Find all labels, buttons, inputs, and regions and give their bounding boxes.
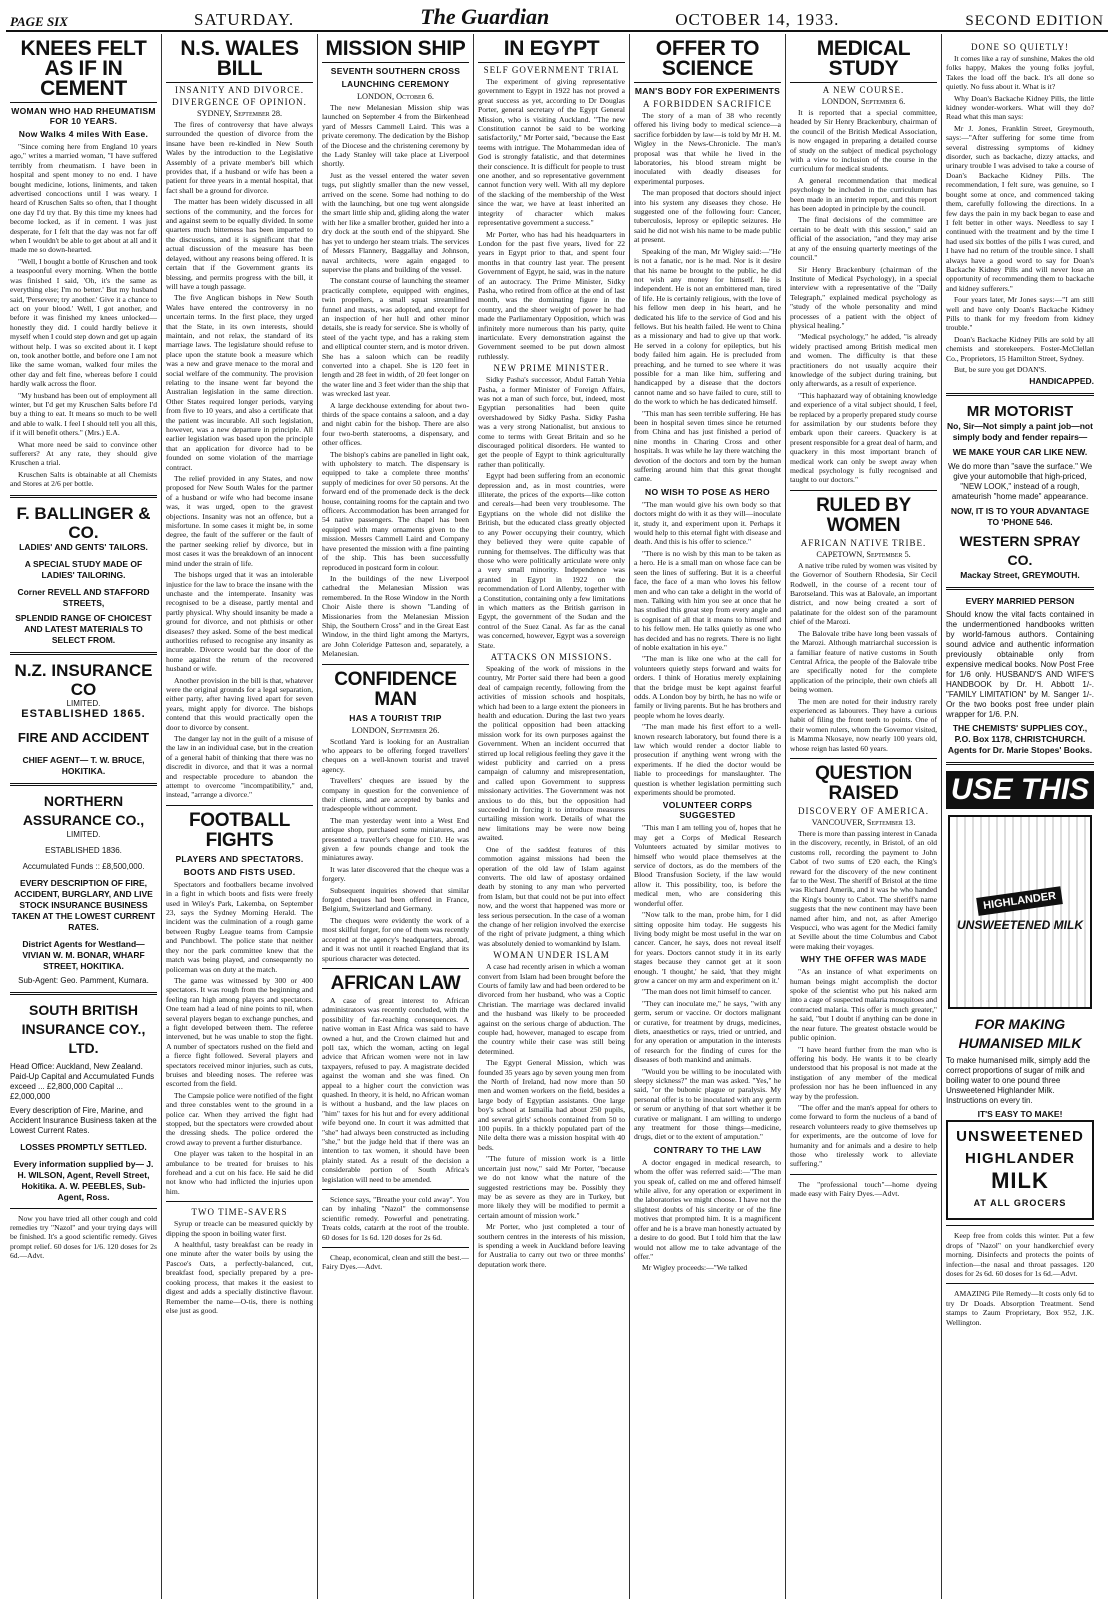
article-headline: KNEES FELT AS IF IN CEMENT — [10, 39, 157, 103]
article-paragraph: What more need be said to convince other sufferers? At any rate, they should give Kruschen a trial. — [10, 439, 157, 468]
article-paragraph: "The man would give his own body so that doctors might do with it as they will—inoculate it, study it, and experiment upon it. Perhaps it would help to this eternal fight with disease and death. And this is his offer to science." — [634, 499, 781, 547]
section-subhead: ATTACKS ON MISSIONS. — [490, 651, 613, 662]
article-paragraph: "The future of mission work is a little uncertain just now," said Mr Porter, "because we do not know what the nature of the suggested restrictions may be. Possibly they may be as severe as they are in Turkey, but more likely they will be modified to permit a certain amount of mission work." — [478, 1154, 625, 1220]
article-paragraph: "Since coming here from England 10 years ago," writes a married woman, "I have suffered terribly from rheumatism. I have been in hospital and spent money to no end. I have bought medicine, lotions, liniments, and taken advertised concoctions until I was weary. I heard of Kruschen Salts so often, that I thought one day I'd try that. By this time my knees had become locked, as if in cement. I was just desperate, for I felt that the day was not far off when I wouldn't be able to get about at all and it made me so down-hearted. — [10, 142, 157, 255]
article-paragraph: The cheques were evidently the work of a most skilful forger, for one of them was recently accepted at the agency's headquarters, abroad, and it was not until it reached England that its spurious character was detected. — [322, 915, 469, 963]
advertisement-nazol: Now you have tried all other cough and cold remedies try "Nazol" and your trying days will be finished. It's a good scientific remedy. Gives prompt relief. 60 doses for 1/6. 120 doses for 2s 6d.—Advt. — [10, 1213, 157, 1261]
edition-label: SECOND EDITION — [965, 13, 1104, 29]
newspaper-page — [6, 4, 1108, 1601]
masthead — [6, 4, 1108, 32]
article-headline: MISSION SHIP — [322, 39, 469, 63]
ad-heading: DONE SO QUIETLY! — [970, 42, 1070, 52]
ad-line: Sub-Agent: Geo. Pamment, Kumara. — [18, 975, 149, 985]
divider — [322, 1189, 469, 1190]
article-paragraph: "This man has seen terrible suffering. He has been in hospital seven times since he returned from China and has just finished a period of nine months in Charing Cross and other hospitals. It was while he lay there watching the devotion of the doctors and torn by the human suffering around him that this great thought came. — [634, 408, 781, 484]
section-subhead: NO WISH TO POSE AS HERO — [645, 486, 770, 497]
ad-name: MR MOTORIST — [966, 403, 1074, 421]
divider — [946, 762, 1094, 765]
article-paragraph: The man proposed that doctors should inject into his system any diseases they chose. He suggested one of the following four: Cancer, tuberculosis, leprosy or epileptic seizures. He said he did not wish his name to be made public at present. — [634, 188, 781, 245]
advertisement-highlander-milk — [946, 771, 1094, 1220]
article-paragraph: Speaking of the work of missions in the country, Mr Porter said there had been a good deal of campaign recently, following from the activities of mission schools and hospitals, which had been to a large extent the pioneers in health and education. During the last two years the political opposition had been attacking mission work for its own purposes against the Government. When an incident occurred that stirred up local religious feeling they gave it the widest publicity and carried on a press campaign of calumny and misrepresentation, and called upon Government to suppress missionary activities. The Government was not anxious to do this, but the opposition had succeeded in forcing it to introduce measures curtailing mission work. Details of what the new limitations may be were now being awaited. — [478, 663, 625, 843]
article-paragraph: "This man I am telling you of, hopes that he may get a Corps of Medical Research Volunteers actuated by similar motives to himself who would place themselves at the service of doctors, as do the members of the Blood Transfusion Society, if the law would allow it. This possibility, too, is before the medical men, who are considering this wonderful offer. — [634, 823, 781, 908]
ad-line: IT'S EASY TO MAKE! — [977, 1109, 1063, 1120]
column-3 — [318, 34, 474, 1599]
tin-label: UNSWEETENED MILK — [957, 918, 1083, 933]
dateline: CAPETOWN, September 5. — [816, 549, 911, 559]
divider — [10, 495, 157, 498]
article-paragraph: The new Melanesian Mission ship was launched on September 4 from the Birkenhead yard of Messrs Cammell Laird. This was a private ceremony. The dedication by the Bishop of the Diocese and the christening ceremony by the Lady Stanley will take place at Liverpool shortly. — [322, 103, 469, 169]
ad-paragraph: Four years later, Mr Jones says:—"I am still well and have only Doan's Backache Kidney Pills to thank for my freedom from kidney trouble." — [946, 295, 1094, 333]
article-headline: OFFER TO SCIENCE — [634, 39, 781, 83]
article-subhead: DIVERGENCE OF OPINION. — [172, 97, 307, 107]
article-paragraph: In the buildings of the new Liverpool cathedral the Melanesian Mission was remembered. In the Rose Window in the North Choir Aisle there is shown "Landing of Missionaries from the Melanesian Mission Ship, the Southern Cross" and in the Great East Window, in the third light among the Martyrs, are John Coleridge Patteson and, separately, a Melanesian. — [322, 573, 469, 659]
article-subhead: A NEW COURSE. — [822, 85, 905, 95]
article-headline: AFRICAN LAW — [330, 972, 461, 994]
article-paragraph: The Balovale tribe have long been vassals of the Marozi. Although matriarchal succession is a familiar feature of native customs in South Central Africa, the people of the Balovale tribe are specifically noted for the complete application of the principle, their own chiefs all being women. — [790, 628, 937, 695]
article-paragraph: Egypt had been suffering from an economic depression and, as in most countries, were illiterate, the prices of the exports—like cotton and cereals—had been very troublesome. The Egyptians on the whole did not dislike the British, but the educated class greatly objected to any Power occupying their country, which they believed they were quite capable of running for themselves. The difficulty was that those who were politically articulate were only a very small minority. Independence was granted in Egypt in 1922 on the recommendation of Lord Allenby, together with a Constitution, containing only a few limitations in which matters as the British garrison in Egypt, the government of the Sudan and the control of the Suez Canal. As far as the canal was concerned, however, Egypt was a sovereign State. — [478, 471, 626, 650]
ad-line: WE MAKE YOUR CAR LIKE NEW. — [952, 447, 1088, 458]
article-paragraph: "My husband has been out of employment all winter, but I'd get my Kruschen Salts before I'd buy a thing to eat. It means so much to be well and able to walk. I feel I should tell you all this, if it will benefit others." (Mrs.) E.A. — [10, 390, 157, 438]
article-headline: N.S. WALES BILL — [166, 39, 313, 83]
ad-line: SPLENDID RANGE OF CHOICEST AND LATEST MATERIALS TO SELECT FROM. — [15, 612, 152, 645]
article-paragraph: Mr Wigley proceeds:—"We talked — [642, 1263, 748, 1273]
ad-line: A SPECIAL STUDY MADE OF LADIES' TAILORING. — [24, 558, 143, 580]
ad-line: HIGHLANDER — [965, 1150, 1075, 1168]
ad-line: AT ALL GROCERS — [973, 1198, 1067, 1209]
advertisement-south-british — [10, 1001, 157, 1203]
masthead-day: SATURDAY. — [193, 10, 295, 29]
article-headline: IN EGYPT — [478, 39, 625, 63]
article-headline: QUESTION RAISED — [815, 762, 912, 804]
ad-line: Accumulated Funds :: £8,500,000. — [22, 861, 145, 871]
ad-line: Mackay Street, GREYMOUTH. — [960, 570, 1080, 581]
article-paragraph: The Egypt General Mission, which was founded 35 years ago by seven young men from the North of Ireland, had now more than 50 men and women workers on the field, besides a large body of Egyptian assistants. One large boy's school at Ismailia had about 250 pupils, and several girls' schools contained from 50 to 100 pupils. In a thickly populated part of the Nile delta there was a mission hospital with 40 beds. — [478, 1058, 625, 1152]
article-paragraph: A large deckhouse extending for about two-thirds of the space contains a saloon, and a day and night cabin for the bishop. There are also four two-berth staterooms, a dispensary, and other offices. — [322, 400, 469, 448]
dateline: LONDON, September 6. — [821, 97, 906, 106]
article-paragraph: A doctor engaged in medical research, to whom the offer was referred said:—"The man you speak of, called on me and offered himself while alive, for any operation or experiment in the laboratories we might choose. I have not the slightest doubts of his sincerity or of the fine motives that prompted him. It is a magnificent offer and he is a brave man honestly actuated by a desire to do good. But I told him that the law would not allow me to take advantage of the offer." — [634, 1157, 781, 1261]
milk-logo — [946, 1120, 1094, 1220]
ad-name: N.Z. INSURANCE CO — [14, 660, 153, 699]
article-paragraph: "This haphazard way of obtaining knowledge and experience of a vital subject should, I feel, be replaced by a properly prepared study course for assimilation by our students before they embark upon their careers. Quackery is at present responsible for a great deal of harm, and quackery in this most important branch of medical work can only be swept away when medical psychology is fully recognised and taught to our doctors." — [790, 390, 937, 485]
article-paragraph: "The man is like one who at the call for volunteers quietly steps forward and waits for orders. I think of Horatius merely explaining that the bridge must be kept against fearful odds. A London boy by birth, he has no wife or family or living parents. But he has brothers and people whom he loves dearly. — [634, 654, 781, 720]
article-subhead: PLAYERS AND SPECTATORS. — [175, 853, 304, 864]
divider — [946, 393, 1094, 396]
article-paragraph: It is reported that a special committee, headed by Sir Henry Brackenbury, chairman of the council of the British Medical Association, is now engaged in preparing a detailed course of study on the subject of medical psychology with a view to inclusion of the course in the curriculum for medical students. — [790, 108, 937, 174]
article-subhead: A FORBIDDEN SACRIFICE — [642, 99, 773, 109]
tin-label: HIGHLANDER — [976, 887, 1063, 917]
article-paragraph: The man yesterday went into a West End antique shop, purchased some miniatures, and presented a traveller's cheque for £10. He was given a few pounds change and took the miniatures away. — [322, 815, 469, 863]
advertisement-pile-remedy: AMAZING Pile Remedy—It costs only 6d to try Dr Doads. Absorption Treatment. Send stamps to Zaum Proprietary, Box 952, J.K. Wellington. — [946, 1289, 1094, 1327]
ad-line: LIMITED. — [66, 829, 101, 839]
divider — [946, 1283, 1094, 1284]
article-headline: TWO TIME-SAVERS — [191, 1207, 288, 1218]
column-4 — [474, 34, 630, 1599]
article-headline: CONFIDENCE MAN — [334, 668, 457, 710]
article-paragraph: Subsequent inquiries showed that similar forged cheques had been offered in France, Belgium, Switzerland and Germany. — [322, 885, 469, 914]
article-paragraph: A native tribe ruled by women was visited by the Governor of Southern Rhodesia, Sir Cecil Rodwell, in the course of a recent tour of Barotseland. This was at Balovale, an important district, and now being created a sort of palatinate for the oldest son of the paramount chief of the Marozi. — [790, 560, 937, 627]
article-paragraph: Travellers' cheques are issued by the company in question for the convenience of their clients, and are accepted by banks and tradespeople without comment. — [322, 776, 469, 814]
advertisement-ballinger — [10, 504, 157, 646]
divider — [10, 992, 157, 995]
article-paragraph: The five Anglican bishops in New South Wales have entered the controversy in no uncertain terms. In the first place, they urged that the State, in its own interests, should maintain, and not relax, the standard of its marriage laws. The legislature should refuse to place upon the statute book a measure which was a new and grave menace to the moral and social welfare of the community. The provision relating to the insane went far beyond the Australian legislation in the same direction. Other States required longer periods, varying from five to 10 years, and also a certificate that the patient was incurable. All such legislation, however, was a new departure in principle. All earlier legislation was based upon the principle that an application for divorce had to be founded on some violation of the marriage contract. — [166, 293, 313, 472]
dateline: LONDON, September 26. — [351, 725, 440, 735]
article-paragraph: Cheap, economical, clean and still the best.—Fairy Dyes.—Advt. — [322, 1253, 469, 1272]
ad-line: NOW, IT IS TO YOUR ADVANTAGE TO 'PHONE 546. — [950, 506, 1090, 528]
ad-line: HANDICAPPED. — [1029, 376, 1094, 387]
article-paragraph: The constant course of launching the steamer practically complete, equipped with engines, twin propellers, a small squat streamlined funnel and masts, was adopted, and except for an inspection of her hull and other minor details, she is ready for service. She is wholly of steel of the yacht type, and has a raking stem and elliptical counter stern, and is motor driven. She has a saloon which can be readily converted into a chapel. She is 120 feet in length and 28 feet in width, of 20 feet longer on the water line and 3 feet wider than the ship that was wrecked last year. — [322, 276, 469, 399]
divider — [322, 664, 469, 665]
ad-line: THE CHEMISTS' SUPPLIES COY., P.O. Box 1178, CHRISTCHURCH. Agents for Dr. Marie Stopes' Books. — [947, 723, 1093, 756]
article-paragraph: The story of a man of 38 who recently offered his living body to medical science—a sacrifice forbidden by law—is told by Mr H. M. Wigley in the News-Chronicle. The man's proposal was that while he lived in the laboratories, his blood stream might be inoculated with deadly diseases for experimental purposes. — [634, 111, 781, 186]
ad-line: Corner REVELL AND STAFFORD STREETS, — [17, 586, 150, 608]
article-paragraph: A healthful, tasty breakfast can be ready in one minute after the water boils by using the Pascoe's Oats, a perfectly-balanced, cut, breakfast food, specially prepared by a pre-cooking process, that makes it the easiest to digest and adds a specially distinctive flavour. Remember the name—O-tis, there is nothing else just as good. — [166, 1240, 313, 1315]
section-subhead: WOMAN UNDER ISLAM — [493, 950, 610, 961]
article-paragraph: There is more than passing interest in Canada in the discovery, recently, in Bristol, of an old customs roll, recording the payment to John Cabot of two sums of £20 each, the King's reward for the discovery of the new continent far to the West. The sheriff of Bristol at the time was Richard Amerik, and it was he who handed the King's bounty to Cabot. The sheriff's name suggests that the new continent may have been named after him, and not, as after Amerigo Vespucci, who was agent for the Medici family at Seville about the time Columbus and Cabot were making their voyages. — [790, 828, 937, 951]
article-paragraph: The men are noted for their industry rarely experienced as labourers. They have a curious habit of filing the front teeth to points. One of their women rulers, whom the Governor visited, is Mamma Nkosaye, now nearly 100 years old, whose reign has lasted 60 years. — [790, 696, 937, 753]
article-subhead: SELF GOVERNMENT TRIAL — [483, 65, 620, 75]
article-paragraph: "As an instance of what experiments on human beings might accomplish the doctor spoke of the scientist who put his naked arm into a cage of suspected malaria mosquitoes and contracted malaria. This offer is much greater," he said, "but I doubt if anything can be done in the near future. The greatest obstacle would be public opinion. — [790, 967, 937, 1043]
ad-line: Head Office: Auckland, New Zealand. Paid-Up Capital and Accumulated Funds exceed ... £2,800,000 Capital ... £2,000,000 — [10, 1061, 155, 1101]
article-paragraph: The danger lay not in the guilt of a misuse of the law in an individual case, but in the creation of a general habit of thinking that there was no discredit in divorce, and that it was a normal and respectable procedure to abandon the attempt to overcome "incompatibility," and, instead, "arrange a divorce." — [166, 734, 313, 800]
ad-line: We do more than "save the surface." We give your automobile that high-priced, "NEW LOOK," instead of a rough, amateurish "home made" appearance. — [947, 462, 1093, 502]
divider — [322, 968, 469, 969]
ad-paragraph: Mr J. Jones, Franklin Street, Greymouth, says:—"After suffering for some time from several distressing symptoms of kidney disorder, such as backache, dizzy attacks, and urinary trouble I was advised to take a course of Doan's Backache Kidney Pills. The recommendation, I felt sure, was genuine, so I bought some at once, and commenced taking them, carefully following the directions. In a few days the pain in my back began to ease and I felt better in other ways. Needless to say I continued with the treatment and by the time I had used six bottles of the pills I was cured, and I have had no return of the trouble since. I shall always have a good word to say for Doan's Backache Kidney Pills and will never lose an opportunity of recommending them to backache and kidney sufferers." — [946, 123, 1094, 293]
article-paragraph: "Now talk to the man, probe him, for I did sitting opposite him today. He suggests his living body might be most useful in the war on cancer. Cancer, he says, does not reveal itself for years. Doctors cannot study it in its early stages because they cannot get at it soon enough. 'I thought,' he said, 'that they might grow a cancer on my arm and experiment on it.' — [634, 910, 781, 985]
ad-line: LIMITED. — [66, 698, 101, 708]
article-paragraph: The Campsie police were notified of the fight and three constables went to the ground in a police car. When they arrived the fight had stopped, but the spectators were crowded about the dressing sheds. The police ordered the crowd away to prevent a further disturbance. — [166, 1090, 313, 1147]
ad-line: FIRE AND ACCIDENT — [17, 729, 150, 745]
article-paragraph: "The man made his first effort to a well-known research laboratory, but found there is a law which would render a doctor liable to prosecution if anything went wrong with the experiments. If he died the doctor would be liable to proceedings for manslaughter. The question is whether legislation permitting such experiments should be promoted. — [634, 722, 781, 798]
article-paragraph: "The man does not limit himself to cancer. — [642, 987, 772, 997]
article-subhead: BOOTS AND FISTS USED. — [183, 866, 296, 877]
article-subhead: AFRICAN NATIVE TRIBE. — [800, 537, 927, 548]
ad-paragraph: But, be sure you get DOAN'S. — [954, 365, 1047, 374]
column-7 — [942, 34, 1098, 1599]
ad-line: District Agents for Westland— VIVIAN W. M. BONAR, WHARF STREET, HOKITIKA. — [22, 938, 145, 971]
article-subhead: MAN'S BODY FOR EXPERIMENTS — [634, 86, 781, 96]
masthead-date: OCTOBER 14, 1933. — [675, 10, 840, 29]
column-2 — [162, 34, 318, 1599]
ad-name: F. BALLINGER & CO. — [16, 503, 151, 542]
article-paragraph: The experiment of giving representative government to Egypt in 1922 has not proved a great success as yet, according to Dr Douglas Porter, general secretary of the Egypt General Mission, who is visiting Auckland. "The new Constitution cannot be said to be working satisfactorily," Mr Porter said, "because the East teems with intrigue. The Mohammedan idea of God is strongly fatalistic, and that determines their conscience. It is difficult for people to trust one another, and so representative government cannot function very well. With all my deplore of the slacking of the membership of the West since the war, we have at least inherited an integrity of character which makes representative government a success." — [478, 77, 625, 228]
divider — [946, 587, 1094, 590]
article-paragraph: Science says, "Breathe your cold away". You can by inhaling "Nazol" the commonsense scientific remedy. Powerful and penetrating. Treats colds, catarrh at the root of the trouble. 60 doses for 1s 6d. 120 doses for 2s 6d. — [322, 1195, 469, 1242]
section-subhead: WHY THE OFFER WAS MADE — [800, 954, 927, 965]
ad-line: ESTABLISHED 1865. — [21, 707, 146, 720]
ad-name: WESTERN SPRAY CO. — [959, 533, 1081, 569]
article-paragraph: "I have heard further from the man who is offering his body. He wants it to be clearly understood that his proposal is not made at the instigation of any member of the medical profession nor has he been influenced in any way by the profession. — [790, 1044, 937, 1101]
section-subhead: NEW PRIME MINISTER. — [493, 363, 610, 374]
ad-name: EVERY MARRIED PERSON — [965, 596, 1075, 607]
divider — [322, 1247, 469, 1248]
article-subhead: INSANITY AND DIVORCE. — [175, 85, 304, 95]
article-paragraph: A case had recently arisen in which a woman convert from Islam had been brought before the Courts of family law and had been ordered to be divorced from her husband, who was a Coptic Christian. The marriage was declared invalid and the husband was likely to be proceeded against on the serious charge of abduction. The couple had, however, managed to escape from the country while their case was still being determined. — [478, 962, 625, 1056]
divider — [166, 805, 313, 806]
advertisement-nazol: Keep free from colds this winter. Put a few drops of "Nazol" on your handkerchief every morning. Disinfects and protects the points of infection—the nasal and throat passages. 120 doses for 2s 6d. 60 doses for 1s 6d.—Advt. — [946, 1231, 1094, 1279]
article-paragraph: Sidky Pasha's successor, Abdul Fattah Yehia Pasha, a former Minister of Foreign Affairs, was not a man of such force, but, indeed, most Egyptian personalities had been quite overshadowed by Sidky Pasha. Sidky Pasha was a very strong Nationalist, but anxious to come to terms with Great Britain and so he discouraged political disorders. He wanted to get the people of Egypt to think agriculturally rather than politically. — [478, 375, 625, 469]
ad-paragraph: Why Doan's Backache Kidney Pills, the little kidney wonder-workers. What will they do? Read what this man says: — [946, 93, 1094, 122]
ad-name: NORTHERN ASSURANCE CO., — [22, 792, 145, 828]
article-paragraph: A case of great interest to African administrators was recently concluded, with the possibility of far-reaching consequences. A native woman in East Africa was said to have owned a hut, and the Crown claimed hut and poll tax, which the woman, acting on legal advice that African women were not in law taxpayers, refused to pay. A magistrate decided against the woman and she was fined. On appeal to a higher court the conviction was quashed. In theory, it is held, no African woman is without a husband, and the law places on "him" taxes for his hut and for every additional wife beyond one. In court it was admitted that "she" had always been constructed as including "she," but the judge held that if there was an intention to tax women, it should have been plainly stated. As a result of the decision a considerable portion of South Africa's legislation will need to be amended. — [322, 995, 469, 1184]
article-paragraph: The fires of controversy that have always surrounded the question of divorce from the insane have been re-kindled in New South Wales by the introduction to the Legislative Assembly of a private member's bill which provides that, if a husband or wife has been a patient for three years in a mental hospital, that fact shall be a ground for divorce. — [166, 120, 313, 195]
divider — [790, 758, 937, 759]
advertisement-nz-insurance — [10, 661, 157, 777]
article-paragraph: The bishop's cabins are panelled in light oak, with upholstery to match. The dispensary is equipped to take a complete three months' supply of medicines for over 50 persons. At the forward end of the promenade deck is the deck house, containing rooms for the captain and two officers. Accommodation has been arranged for 54 native passengers. The chapel has been equipped with many ornaments given to the mission. Messrs Cammell Laird and Company have presented the mission with a fine painting of the ship. This has been successfully reproduced in postcard form in colour. — [322, 449, 469, 572]
ad-paragraph: It comes like a ray of sunshine, Makes the old folks happy, Makes the young folks joyful, Takes the load off the back. It's all done so quietly. No fuss about it. What is it? — [946, 54, 1094, 92]
article-paragraph: "They can inoculate me," he says, "with any germ, serum or vaccine. Or doctors malignant or curative, for treatment by drugs, medicines, diets, anaesthetics or rays, tried or untried, and for any operation or amputation in the interests of research for the finding of cures for the diseases of both mankind and animals. — [634, 998, 781, 1065]
ad-line: LOSSES PROMPTLY SETTLED. — [20, 1141, 147, 1152]
ad-line: EVERY DESCRIPTION OF FIRE, ACCIDENT, BURGLARY, AND LIVE STOCK INSURANCE BUSINESS TAKEN AT THE LOWEST CURRENT RATES. — [11, 877, 156, 932]
article-paragraph: It was later discovered that the cheque was a forgery. — [322, 864, 469, 884]
article-paragraph: One of the saddest features of this commotion against missions had been the operation of the old law of Islam against converts. The old law of apostasy ordained death by stoning to any man who perverted from Islam, but that could not be put into effect now, and the worst that happened was more or less serious persecution. In the case of a woman the change of her religion involved the exercise of the right of private judgment, a thing which was absolutely denied to womankind by Islam. — [478, 844, 625, 948]
divider — [790, 1174, 937, 1175]
divider — [946, 1225, 1094, 1226]
ad-line: LADIES' AND GENTS' TAILORS. — [19, 541, 148, 552]
divider — [10, 783, 157, 786]
article-headline: FOOTBALL FIGHTS — [188, 809, 291, 851]
article-paragraph: The matter has been widely discussed in all sections of the community, and the forces for and against seem to be equally divided. In some quarters much bitterness has been imparted to the discussions, and it is significant that the actual discussion of the measure has been delayed, without any reasons being offered. It is certain that if the Government grants its blessing, and permits progress with the bill, it will have a tough passage. — [166, 197, 313, 291]
divider — [10, 652, 157, 655]
dateline: VANCOUVER, September 13. — [811, 817, 916, 827]
ad-line: UNSWEETENED — [956, 1128, 1084, 1146]
ad-line: ESTABLISHED 1836. — [45, 845, 122, 855]
ad-line: Every description of Fire, Marine, and Accident Insurance Business taken at the Lowest Current Rates. — [10, 1105, 157, 1135]
divider — [10, 1208, 157, 1209]
ad-line: Should know the vital facts contained in the undermentioned handbooks written by world-famous authors. Containing sound advice and authentic information previously obtainable only from expensive medical books. Now Post Free for 1/6 only. HUSBAND'S AND WIFE'S HANDBOOK by Dr. H. Abbott 1/-. "FAMILY LIMITATION" by M. Sanger 1/-. Or the two books post free under plain wrapper for 1/6. P.N. — [946, 610, 1094, 720]
article-paragraph: The relief provided in any States, and now proposed for New South Wales for the partner of a husband or wife who had become insane was, it was urged, open to the gravest objections. Insanity was not an offence, but a misfortune. In some cases it might be, in some degree, the fault of the sufferer or the fault of the partner seeking relief by divorce, but in most cases it was the breakdown of an innocent mind under the strain of life. — [166, 474, 313, 568]
advertisement-northern-assurance — [10, 792, 157, 986]
article-paragraph: "There is no wish by this man to be taken as a hero. He is a small man on whose face can be seen the lines of suffering. But it is a cheerful face, the face of a man who loves his fellow men and who can take a delight in the world of men. Talking with him you see at once that he has studied this great step from every angle and is cognisant of all that it means to himself and to his fellow men. He talks quietly as one who has decided and has no regrets. There is no light of noble exaltation in his eye." — [634, 548, 781, 652]
article-paragraph: "The offer and the man's appeal for others to come forward to form the nucleus of a band of research volunteers ready to give themselves up for experiments, are the outcome of love for humanity and for animals and a desire to help those who tirelessly work to alleviate suffering." — [790, 1102, 937, 1169]
milk-tin-image — [948, 815, 1092, 1009]
newspaper-title: The Guardian — [420, 4, 550, 29]
article-paragraph: A general recommendation that medical psychology be included in the curriculum has been made in an interim report, and this report has been adopted in principle by the council. — [790, 175, 937, 214]
column-5 — [630, 34, 786, 1599]
ad-paragraph: Doan's Backache Kidney Pills are sold by all chemists and storekeepers. Foster-McClellan Co., Proprietors, 15 Hamilton Street, Sydney. — [946, 334, 1094, 363]
ad-line: Every information supplied by— J. H. WILSON, Agent, Revell Street, Hokitika. A. W. PEEBLES, Sub-Agent, Ross. — [13, 1158, 154, 1202]
ad-line: CHIEF AGENT— T. W. BRUCE, HOKITIKA. — [22, 754, 145, 776]
article-subhead: WOMAN WHO HAD RHEUMATISM FOR 10 YEARS. — [11, 106, 156, 126]
article-paragraph: Mr Porter, who has had his headquarters in London for the past five years, lived for 22 years in Egypt prior to that, and spent four months in that country last year. The present Government of Egypt, he said, was in the nature of an autocracy. The Prime Minister, Sidky Pasha, who retired from office at the end of last month, was the dominating figure in the country, and the sheer weight of power he had made the Parliamentary Opposition, which was infinitely more numerous than his party, quite inarticulate. Every demonstration against the Government seemed to be put down almost ruthlessly. — [478, 229, 625, 361]
article-paragraph: Another provision in the bill is that, whatever were the original grounds for a legal separation, either party, after having lived apart for seven years, might apply for divorce. The bishops contend that this would practically open the door to divorce by consent. — [166, 675, 313, 732]
column-1 — [6, 34, 162, 1599]
article-paragraph: The game was witnessed by 300 or 400 spectators. It was rough from the beginning and feeling ran high among players and spectators. One team had a lead of nine points to nil, when several players began to exchange punches, and a fight developed between them. The referee intervened, but he was unable to stop the fight. A number of spectators rushed on the field and a fierce fight followed. Several players and spectators received minor injuries, such as cuts, bruises and bleeding noses. The referee was escorted from the field. — [166, 975, 313, 1089]
article-paragraph: Kruschen Salts is obtainable at all Chemists and Stores at 2/6 per bottle. — [10, 469, 157, 489]
article-headline: MEDICAL STUDY — [790, 39, 937, 83]
article-paragraph: Mr Porter, who just completed a tour of southern centres in the interests of his mission, is spending a week in Auckland before leaving for Australia to carry out two or three months' deputation work there. — [478, 1222, 625, 1269]
article-headline: RULED BY WOMEN — [816, 494, 911, 536]
article-paragraph: Just as the vessel entered the water seven tugs, put slightly smaller than the new vessel, arrived on the scene. Some had nothing to do with the launching, but one tug went alongside the smart little ship and, gliding along the water with her like a smaller brother, guided her into a dry dock at the south end of the shipyard. She has yet to undergo her steam trials. The services of Messrs Flannery, Baggallay and Johnson, naval architects, were again engaged to supervise the plans and building of the vessel. — [322, 170, 469, 274]
article-paragraph: The "professional touch"—home dyeing made easy with Fairy Dyes.—Advt. — [790, 1179, 937, 1199]
article-paragraph: The final decisions of the committee are certain to be dealt with this session," said an official of the association, "and they may arise at any of the ensuing quarterly meetings of the council." — [790, 215, 937, 263]
article-paragraph: Spectators and footballers became involved in a fight in which boots and fists were freely used in Wiley's Park, Lakemba, on September 23, says the Sydney Morning Herald. The incident was the culmination of a rough game between Rugby League teams from Campsie and Punchbowl. The police state that neither they nor the park committee knew that the match was being played, and consequently no policeman was on duty at the match. — [166, 879, 313, 974]
ad-line: To make humanised milk, simply add the correct proportions of sugar of milk and boiling water to one pound three Unsweetened Highlander Milk. Instructions on every tin. — [946, 1056, 1091, 1106]
ad-line: No, Sir—Not simply a paint job—not simply body and fender repairs— — [947, 421, 1093, 443]
ad-name: SOUTH BRITISH INSURANCE COY., LTD. — [21, 1001, 146, 1056]
article-paragraph: "Medical psychology," he added, "is already widely practised among British medical men and women. The difficulty is that these practitioners do not usually acquire their knowledge of the subject during training, but only afterwards, as a result of experience. — [790, 332, 937, 389]
article-paragraph: Speaking of the man, Mr Wigley said:—"He is not a fanatic, nor is he mad. Nor is it desire that his name be brought to the public, he did not wish any money for himself. He is independent. He is not an embittered man, tired of life. He is certainly religious, with the love of his fellow men deep in his heart, and he dedicated his life to the service of God and his fellows. But his health failed. He went to China as a missionary and had to give up that work. He served in a colony for epileptics, but his body failed him again. He is precluded from preaching, and he turned to see where it was possible for a man like him, suffering and handicapped by a disease that the doctors cannot name and so have failed to cure, still to do the work to which he has dedicated himself. — [634, 246, 781, 407]
article-paragraph: Scotland Yard is looking for an Australian who appears to be offering forged travellers' cheques on a well-known tourist and travel agency. — [322, 736, 469, 774]
article-subhead: SEVENTH SOUTHERN CROSS — [330, 66, 461, 76]
article-subhead: LAUNCHING CEREMONY — [341, 79, 450, 89]
ad-line: MILK — [991, 1168, 1049, 1194]
article-paragraph: "Would you be willing to be inoculated with sleepy sickness?" the man was asked. "Yes," he said, "or the bubonic plague or paralysis. My personal offer is to be inoculated with any germ or serum or anything of that sort whether it be curative or malignant. I am willing to undergo any treatment for those things—medicine, drugs, diet or to the extent of amputation." — [634, 1066, 781, 1142]
divider — [166, 1201, 313, 1202]
advertisement-western-spray — [946, 402, 1094, 581]
section-subhead: VOLUNTEER CORPS SUGGESTED — [662, 800, 753, 821]
article-paragraph: Sir Henry Brackenbury (chairman of the Institute of Medical Psychology), in a special interview with a representative of the "Daily Telegraph," explained medical psychology as "study of the whole personality and mind processes of a patient with the object of physical healing." — [790, 264, 937, 330]
advertisement-chemists-supplies — [946, 596, 1094, 756]
dateline: LONDON, October 6. — [356, 92, 435, 101]
page-label: PAGE SIX — [10, 14, 68, 29]
article-subhead: DISCOVERY OF AMERICA. — [798, 805, 929, 816]
article-subhead: HAS A TOURIST TRIP — [349, 712, 442, 723]
ad-line: FOR MAKING HUMANISED MILK — [958, 1016, 1082, 1052]
dateline: SYDNEY, September 28. — [196, 109, 283, 118]
article-subhead: Now Walks 4 miles With Ease. — [18, 129, 149, 139]
section-subhead: CONTRARY TO THE LAW — [653, 1144, 762, 1155]
column-6 — [786, 34, 942, 1599]
ad-name: USE THIS — [946, 771, 1094, 809]
article-paragraph: "Well, I bought a bottle of Kruschen and took a teaspoonful every morning. When the bottle was finished I said, 'Oh, it's the same as everything else; I'm no better.' But my husband said, 'Persevere; try another.' Give it a chance to act on your blood.' Well, I got another, and before it was finished my knees unlocked—honestly they did. I could hardly believe it myself when I could step down and get up again without help. I was so excited about it. I kept on, took another bottle, and before one I am not like the same woman, walked four miles the other day and felt fine, whereas before I could hardly walk across the floor. — [10, 256, 157, 389]
article-paragraph: The bishops urged that it was an intolerable injustice for the law to brace the insane with the unchaste and the intemperate. Insanity was recognised to be a disease, partly mental and partly physical. Why should insanity be made a ground for divorce, and not phthisis or other diseases? they asked. Some of the best medical authorities refused to recognise any insanity as incurable. Divorce would bar the door of the home against the return of the recovered husband or wife. — [166, 570, 313, 674]
divider — [790, 490, 937, 491]
article-paragraph: One player was taken to the hospital in an ambulance to be treated for bruises to his forehead and a cut on his face. He said he did not know who had inflicted the injuries upon him. — [166, 1149, 313, 1196]
article-paragraph: Syrup or treacle can be measured quickly by dipping the spoon in boiling water first. — [166, 1219, 313, 1238]
